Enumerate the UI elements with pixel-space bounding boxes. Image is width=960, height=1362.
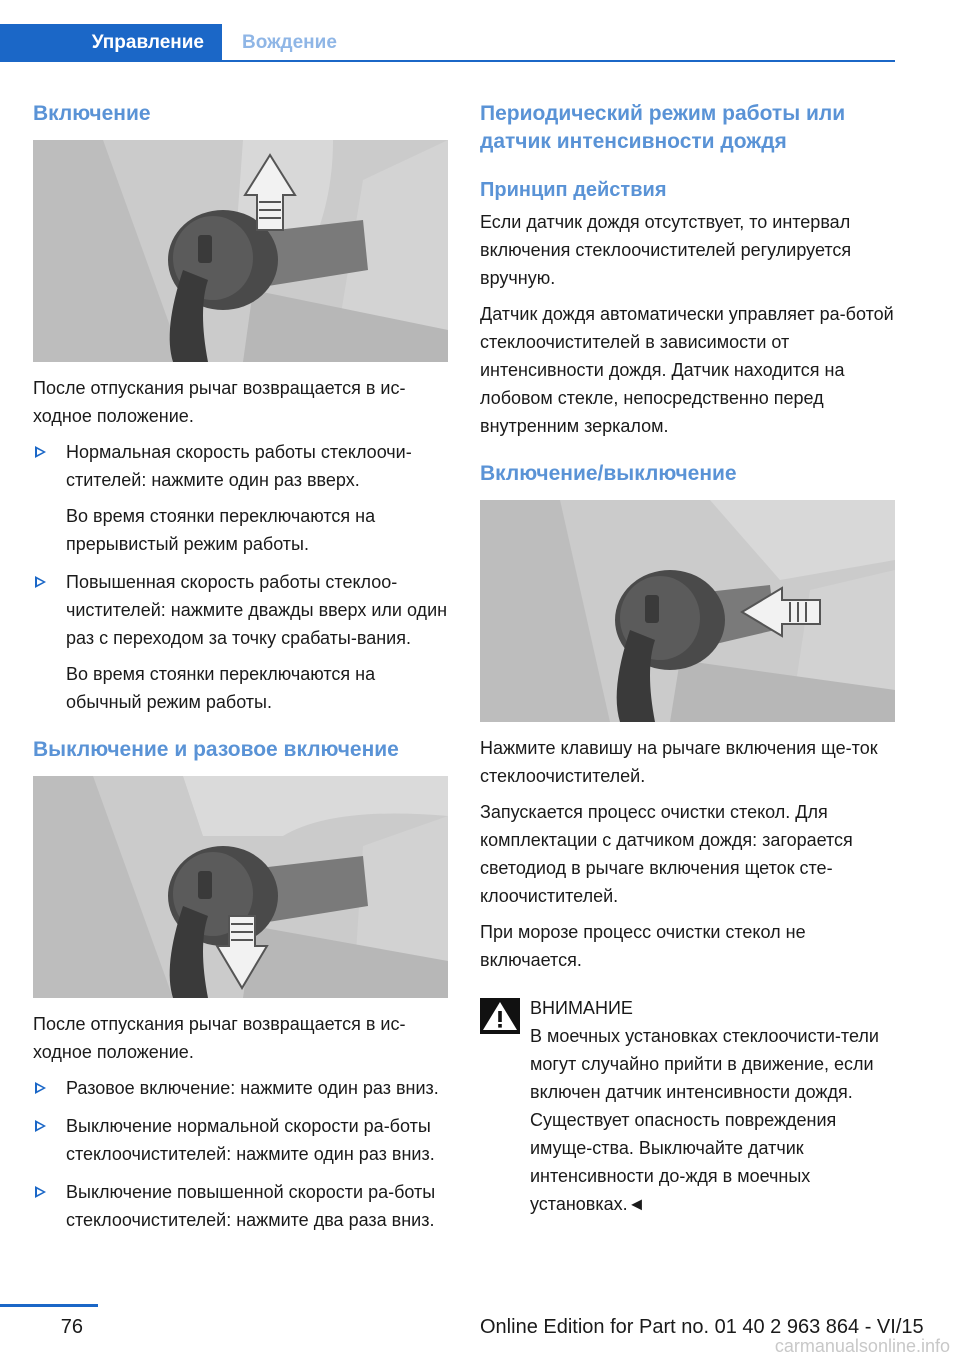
figure-lever-down <box>33 776 448 998</box>
warning-triangle-icon <box>480 998 520 1034</box>
paragraph-return-2: После отпускания рычаг возвращается в ис-ходное положение. <box>33 1014 406 1062</box>
edition-note: Online Edition for Part no. 01 40 2 963 864 - VI/15 <box>480 1316 924 1338</box>
triangle-right-icon <box>35 446 46 458</box>
watermark: carmanualsonline.info <box>774 1336 950 1356</box>
heading-intermittent: Периодический режим работы или датчик интенсивности дождя <box>480 102 846 153</box>
figure-lever-up <box>33 140 448 362</box>
list-switch-on <box>33 438 449 716</box>
paragraph-press-button: Нажмите клавишу на рычаге включения ще-ток стеклоочистителей. <box>480 738 878 786</box>
heading-on-off: Включение/выключение <box>480 462 737 485</box>
list-item: Повышенная скорость работы стеклоо-чистителей: нажмите дважды вверх или один раз с переходом за точку срабаты-вания. Во время стоянки переключаются на обычный режим работы. <box>33 568 449 716</box>
triangle-right-icon <box>35 576 46 588</box>
triangle-right-icon <box>35 1082 46 1094</box>
warning-title: ВНИМАНИЕ <box>530 998 633 1018</box>
footer-rule <box>0 1304 98 1307</box>
left-column <box>33 100 449 1234</box>
page-number: 76 <box>60 1316 83 1338</box>
heading-switch-off: Выключение и разовое включение <box>33 738 399 761</box>
paragraph-frost: При морозе процесс очистки стекол не включается. <box>480 922 806 970</box>
tab-driving[interactable]: Вождение <box>242 32 337 53</box>
right-column <box>480 100 896 1218</box>
heading-switch-on: Включение <box>33 102 151 125</box>
triangle-right-icon <box>35 1120 46 1132</box>
paragraph-principle-2: Датчик дождя автоматически управляет ра-ботой стеклоочистителей в зависимости от интенсивности дождя. Датчик находится на лобовом стекле, непосредственно перед внутренним зеркалом. <box>480 304 894 436</box>
paragraph-principle-1: Если датчик дождя отсутствует, то интервал включения стеклоочистителей регулируется вручную. <box>480 212 852 288</box>
list-item: Выключение нормальной скорости ра-боты стеклоочистителей: нажмите один раз вниз. <box>33 1112 449 1168</box>
page-header <box>0 0 895 62</box>
figure-lever-button <box>480 500 895 722</box>
list-item: Выключение повышенной скорости ра-боты стеклоочистителей: нажмите два раза вниз. <box>33 1178 449 1234</box>
warning-text: В моечных установках стеклоочисти-тели могут случайно прийти в движение, если включен датчик интенсивности дождя. Существует опасность повреждения имуще-ства. Выключайте датчик интенсивности до-ждя в моечных установках.◄ <box>530 1026 879 1214</box>
paragraph-return-1: После отпускания рычаг возвращается в ис-ходное положение. <box>33 378 406 426</box>
paragraph-cleaning-start: Запускается процесс очистки стекол. Для комплектации с датчиком дождя: загорается светодиод в рычаге включения щеток сте-клоочистителей. <box>480 802 853 906</box>
heading-principle: Принцип действия <box>480 179 667 201</box>
warning-box <box>480 994 896 1218</box>
header-rule <box>0 60 895 62</box>
list-item: Разовое включение: нажмите один раз вниз. <box>33 1074 449 1102</box>
list-item: Нормальная скорость работы стеклоочи-стителей: нажмите один раз вверх. Во время стоянки переключаются на прерывистый режим работы. <box>33 438 449 558</box>
tab-controls[interactable]: Управление <box>0 24 222 62</box>
triangle-right-icon <box>35 1186 46 1198</box>
list-switch-off <box>33 1074 449 1234</box>
